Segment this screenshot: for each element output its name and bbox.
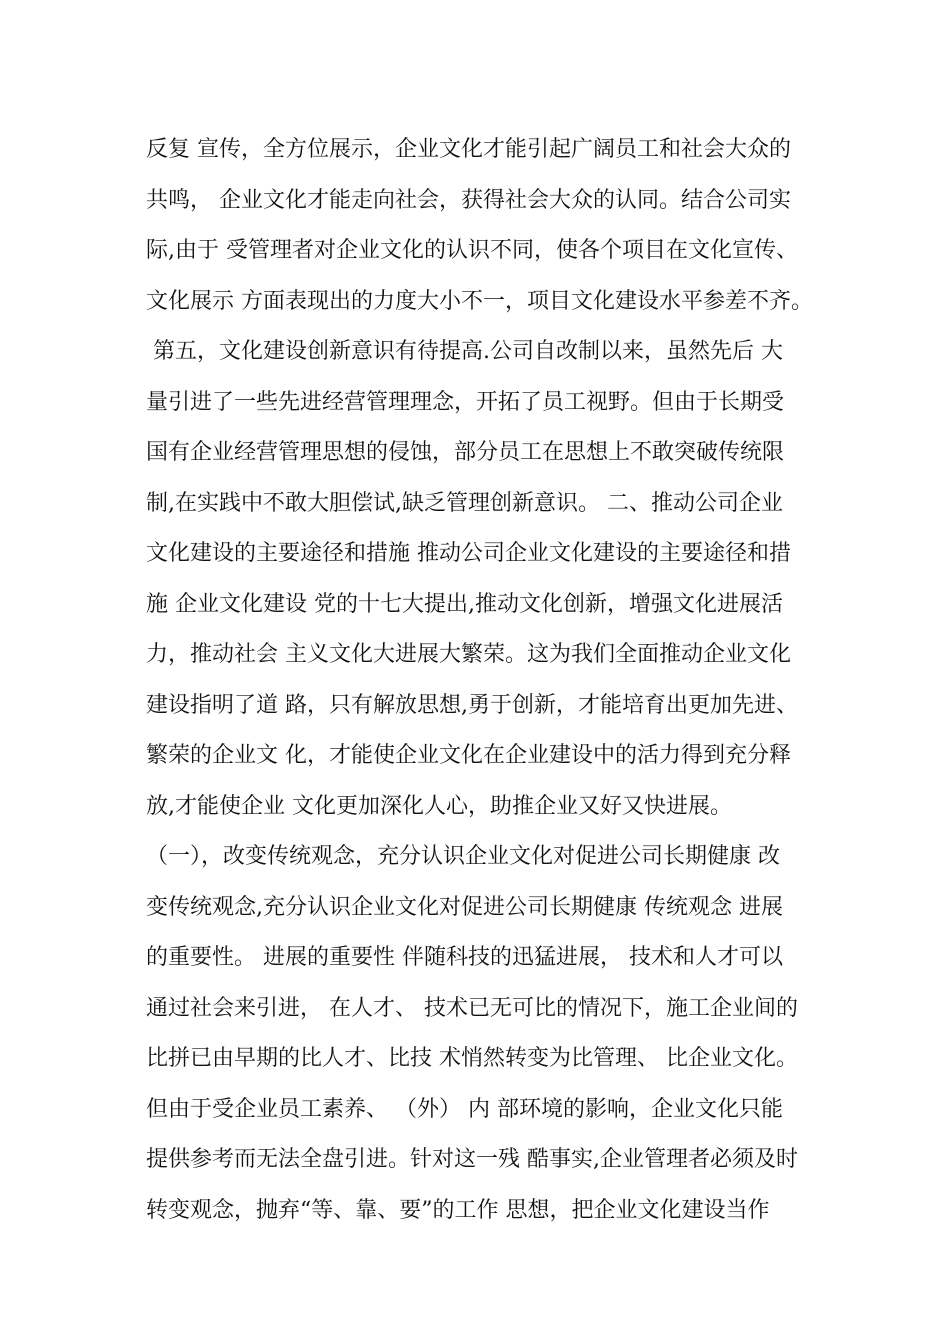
text-line: 通过社会来引进， 在人才、 技术已无可比的情况下，施工企业间的 [146,995,798,1021]
text-line: 建设指明了道 路，只有解放思想,勇于创新，才能培育出更加先进、 [146,692,798,718]
text-line: 文化建设的主要途径和措施 推动公司企业文化建设的主要途径和措 [146,541,791,566]
text-line: 但由于受企业员工素养、 （外） 内 部环境的影响，企业文化只能 [146,1096,783,1122]
text-line: 共鸣， 企业文化才能走向社会，获得社会大众的认同。结合公司实 [146,187,791,213]
text-line: 提供参考而无法全盘引进。针对这一残 酷事实,企业管理者必须及时 [146,1147,798,1172]
text-line: 变传统观念,充分认识企业文化对促进公司长期健康 传统观念 进展 [146,894,783,920]
text-line: 文化展示 方面表现出的力度大小不一，项目文化建设水平参差不齐。 [146,288,813,314]
text-line: 量引进了一些先进经营管理理念，开拓了员工视野。但由于长期受 [146,389,785,415]
text-line: 比拼已由早期的比人才、比技 术悄然转变为比管理、 比企业文化。 [146,1046,798,1071]
text-line: 的重要性。 进展的重要性 伴随科技的迅猛进展， 技术和人才可以 [146,945,783,970]
text-line: 际,由于 受管理者对企业文化的认识不同，使各个项目在文化宣传、 [146,238,798,263]
text-line: 繁荣的企业文 化，才能使企业文化在企业建设中的活力得到充分释 [146,743,791,768]
body-text [146,130,826,1241]
text-line: 反复 宣传，全方位展示，企业文化才能引起广阔员工和社会大众的 [146,137,791,162]
text-line: 国有企业经营管理思想的侵蚀，部分员工在思想上不敢突破传统限 [146,440,785,465]
text-line: 转变观念，抛弃“等、靠、要”的工作 思想，把企业文化建设当作 [146,1197,770,1223]
text-line: （一），改变传统观念，充分认识企业文化对促进公司长期健康 改 [146,844,780,869]
text-line: 第五，文化建设创新意识有待提高.公司自改制以来，虽然先后 大 [146,339,783,364]
text-line: 制,在实践中不敢大胆偿试,缺乏管理创新意识。 二、推动公司企业 [146,490,783,516]
text-line: 力，推动社会 主义文化大进展大繁荣。这为我们全面推动企业文化 [146,642,791,667]
text-line: 放,才能使企业 文化更加深化人心，助推企业又好又快进展。 [146,793,732,819]
text-line: 施 企业文化建设 党的十七大提出,推动文化创新，增强文化进展活 [146,591,783,617]
